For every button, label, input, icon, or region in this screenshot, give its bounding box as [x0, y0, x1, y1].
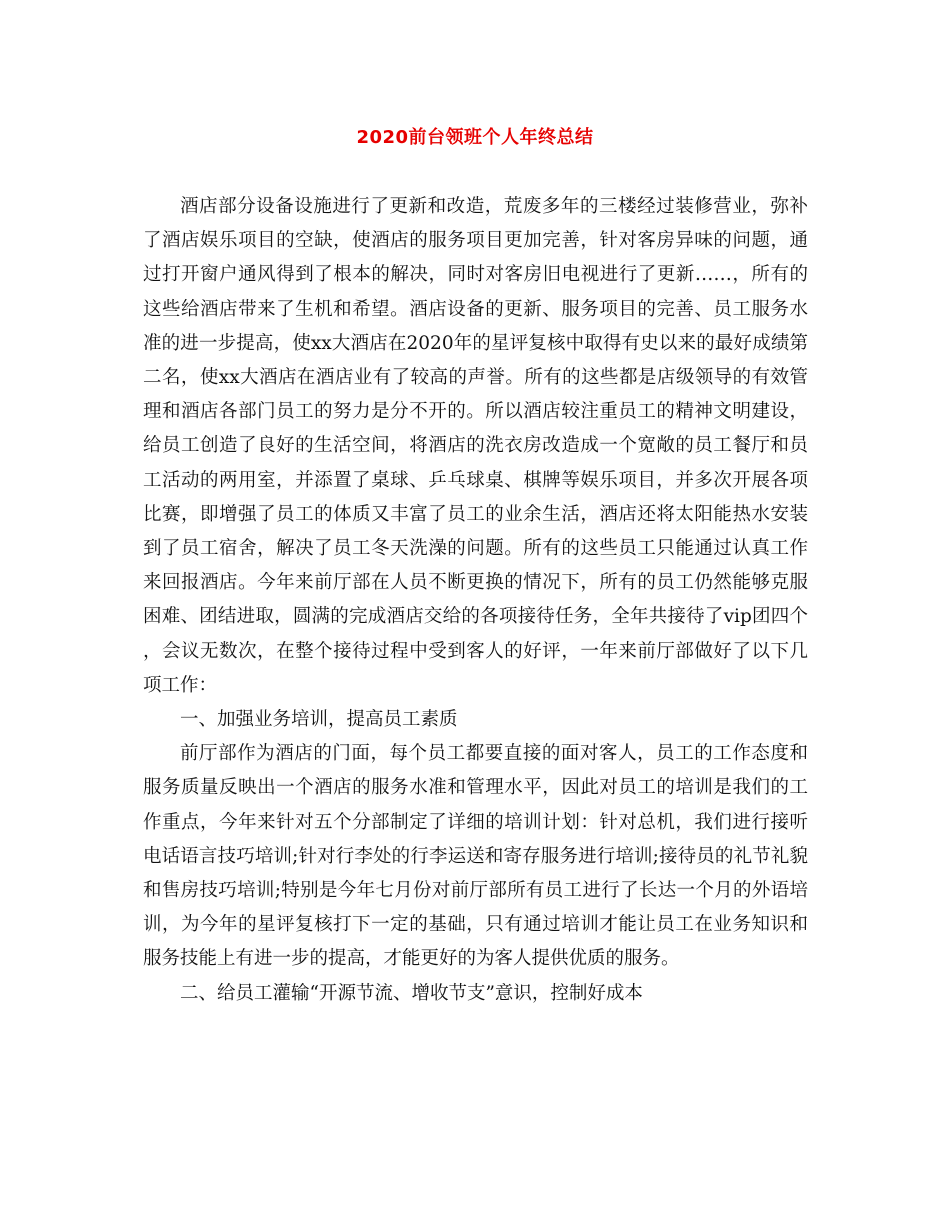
document-body	[143, 190, 808, 1011]
section-heading-1: 一、加强业务培训，提高员工素质	[180, 709, 458, 731]
paragraph-intro: 酒店部分设备设施进行了更新和改造，荒废多年的三楼经过装修营业，弥补了酒店娱乐项目的空缺，使酒店的服务项目更加完善，针对客房异味的问题，通过打开窗户通风得到了根本的解决，同时对客房旧电视进行了更新……，所有的这些给酒店带来了生机和希望。酒店设备的更新、服务项目的完善、员工服务水准的进一步提高，使xx大酒店在2020年的星评复核中取得有史以来的最好成绩第二名，使xx大酒店在酒店业有了较高的声誉。所有的这些都是店级领导的有效管理和酒店各部门员工的努力是分不开的。所以酒店较注重员工的精神文明建设，给员工创造了良好的生活空间，将酒店的洗衣房改造成一个宽敞的员工餐厅和员工活动的两用室，并添置了桌球、乒乓球桌、棋牌等娱乐项目，并多次开展各项比赛，即增强了员工的体质又丰富了员工的业余生活，酒店还将太阳能热水安装到了员工宿舍，解决了员工冬天洗澡的问题。所有的这些员工只能通过认真工作来回报酒店。今年来前厅部在人员不断更换的情况下，所有的员工仍然能够克服困难、团结进取，圆满的完成酒店交给的各项接待任务，全年共接待了vip团四个，会议无数次，在整个接待过程中受到客人的好评，一年来前厅部做好了以下几项工作：	[143, 196, 808, 696]
paragraph-training: 前厅部作为酒店的门面，每个员工都要直接的面对客人，员工的工作态度和服务质量反映出一个酒店的服务水准和管理水平，因此对员工的培训是我们的工作重点，今年来针对五个分部制定了详细的培训计划：针对总机，我们进行接听电话语言技巧培训;针对行李处的行李运送和寄存服务进行培训;接待员的礼节礼貌和售房技巧培训;特别是今年七月份对前厅部所有员工进行了长达一个月的外语培训，为今年的星评复核打下一定的基础，只有通过培训才能让员工在业务知识和服务技能上有进一步的提高，才能更好的为客人提供优质的服务。	[143, 743, 808, 970]
document-title: 2020前台领班个人年终总结	[356, 127, 594, 148]
section-heading-2: 二、给员工灌输“开源节流、增收节支”意识，控制好成本	[180, 982, 643, 1004]
